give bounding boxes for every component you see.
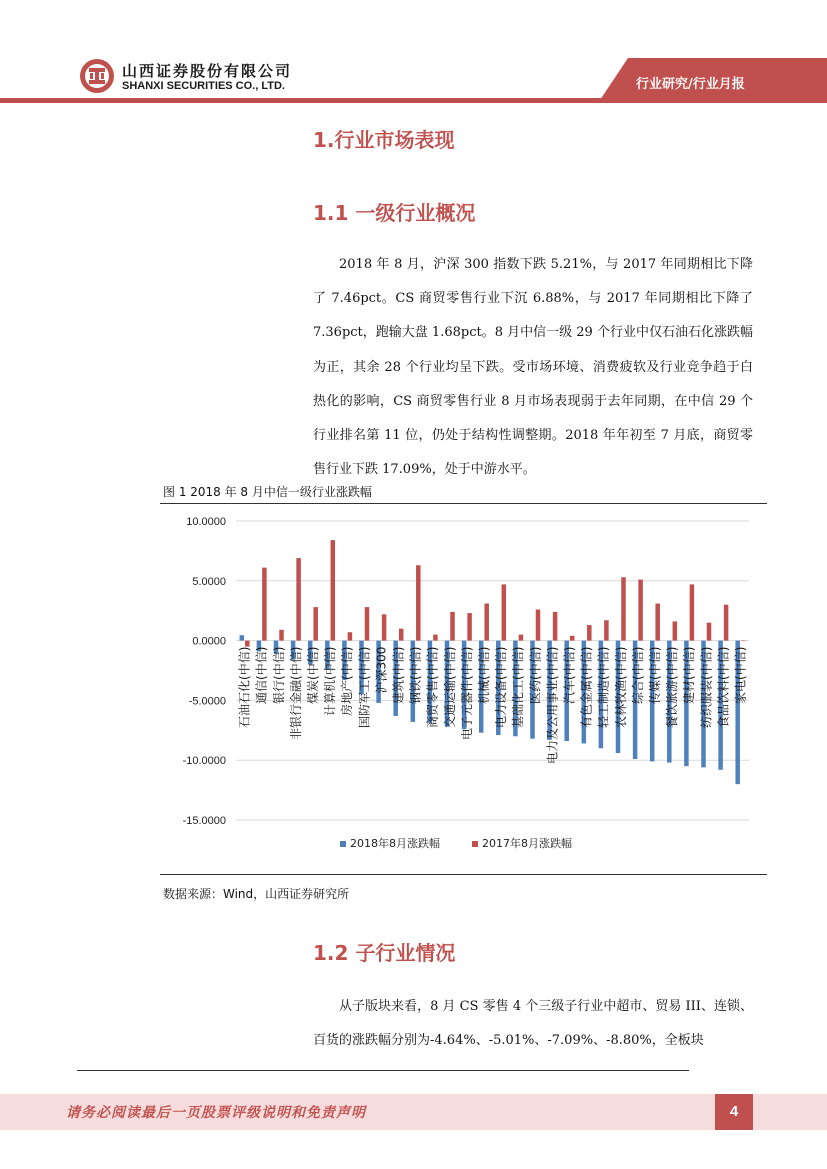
bar-2017 — [673, 621, 678, 640]
bar-2017 — [365, 607, 370, 640]
paragraph-1-text: 2018 年 8 月，沪深 300 指数下跌 5.21%，与 2017 年同期相比下降了 7.46pct。CS 商贸零售行业下沉 6.88%，与 2017 年同期相比下降了 7.36pct，跑输大盘 1.68pct。8 月中信一级 29 个行业中仅石油石化涨跌幅为正，其余 28 个行业均呈下跌。受市场环境、消费疲软及行业竞争趋于白热化的影响，CS 商贸零售行业 8 月市场表现弱于去年同期，在中信 29 个行业排名第 11 位，仍处于结构性调整期。2018 年年初至 7 月底，商贸零售行业下跌 17.09%，处于中游水平。 — [313, 257, 753, 478]
figure-rule-top — [160, 503, 767, 504]
y-tick-label: -15.0000 — [182, 815, 226, 827]
bar-2017 — [467, 613, 472, 641]
subsection-title-1-1: 1.1 一级行业概况 — [313, 201, 476, 225]
bar-2017 — [519, 635, 524, 641]
bar-2017 — [348, 632, 353, 640]
bar-2017 — [724, 605, 729, 641]
x-tick-label: 有色金属(中信) — [579, 646, 594, 728]
y-tick-label: -5.0000 — [188, 695, 226, 708]
bar-2017 — [621, 577, 626, 640]
x-tick-label: 纺织服装(中信) — [699, 646, 714, 728]
x-tick-label: 计算机(中信) — [323, 646, 338, 716]
bar-2017 — [382, 614, 387, 640]
footer-rule — [77, 1070, 689, 1071]
x-tick-label: 汽车(中信) — [562, 646, 577, 704]
bar-2017 — [604, 620, 609, 640]
bar-2017 — [313, 607, 318, 640]
paragraph-2-text: 从子版块来看，8 月 CS 零售 4 个三级子行业中超市、贸易 III、连锁、百货的涨跌幅分别为-4.64%、-5.01%、-7.09%、-8.80%，全板块 — [313, 999, 753, 1049]
x-tick-label: 商贸零售(中信) — [425, 646, 440, 728]
y-tick-label: -10.0000 — [182, 755, 226, 768]
industry-returns-chart — [160, 506, 767, 872]
x-tick-label: 沪深300 — [374, 646, 389, 694]
subsection-title-1-2: 1.2 子行业情况 — [313, 941, 456, 965]
figure-caption: 图 1 2018 年 8 月中信一级行业涨跌幅 — [163, 485, 372, 499]
x-tick-label: 食品饮料(中信) — [716, 646, 731, 728]
bar-2017 — [279, 630, 284, 641]
y-tick-label: 5.0000 — [192, 575, 226, 588]
paragraph-1 — [313, 248, 753, 487]
x-tick-label: 电力及公用事业(中信) — [545, 646, 560, 764]
x-tick-label: 综合(中信) — [630, 646, 645, 704]
x-tick-label: 通信(中信) — [254, 646, 269, 704]
figure-rule-bottom — [160, 874, 767, 875]
paragraph-2 — [313, 990, 753, 1058]
y-tick-label: 0.0000 — [192, 635, 226, 648]
x-tick-label: 机械(中信) — [476, 646, 491, 704]
bar-2017 — [638, 580, 643, 641]
bar-2017 — [296, 558, 301, 641]
legend-label: 2018年8月涨跌幅 — [350, 837, 440, 850]
bar-2017 — [399, 629, 404, 641]
section-title: 1.行业市场表现 — [313, 128, 455, 152]
bar-2017 — [262, 568, 267, 641]
x-tick-label: 交通运输(中信) — [442, 646, 457, 728]
x-tick-label: 钢铁(中信) — [408, 646, 423, 704]
legend-label: 2017年8月涨跌幅 — [482, 837, 572, 850]
bar-2017 — [570, 636, 575, 641]
header-band — [0, 98, 827, 103]
bar-2017 — [331, 540, 336, 640]
bar-2017 — [536, 610, 541, 641]
x-tick-label: 电力设备(中信) — [494, 646, 509, 728]
report-type-label: 行业研究/行业月报 — [636, 77, 745, 92]
company-logo-icon — [79, 58, 115, 94]
x-tick-label: 银行(中信) — [271, 646, 286, 704]
figure-source: 数据来源：Wind，山西证券研究所 — [163, 887, 350, 901]
company-name-cn: 山西证券股份有限公司 — [122, 62, 293, 80]
x-tick-label: 轻工制造(中信) — [596, 646, 611, 728]
bar-2017 — [707, 623, 712, 641]
bar-2017 — [245, 641, 250, 647]
legend-swatch — [472, 841, 478, 847]
x-tick-label: 建筑(中信) — [391, 646, 406, 704]
x-tick-label: 建材(中信) — [682, 646, 697, 704]
bar-2018 — [240, 635, 245, 640]
footer-disclaimer: 请务必阅读最后一页股票评级说明和免责声明 — [66, 1105, 366, 1121]
bar-2017 — [587, 625, 592, 641]
bar-2017 — [484, 604, 489, 641]
bar-2017 — [416, 565, 421, 640]
x-tick-label: 电子元器件(中信) — [459, 646, 474, 740]
x-tick-label: 传媒(中信) — [647, 646, 662, 704]
x-tick-label: 国防军工(中信) — [357, 646, 372, 728]
page-number: 4 — [715, 1094, 753, 1130]
legend-swatch — [340, 841, 346, 847]
bar-2017 — [502, 584, 507, 640]
x-tick-label: 非银行金融(中信) — [288, 646, 303, 740]
y-tick-label: 10.0000 — [186, 516, 226, 528]
x-tick-label: 基础化工(中信) — [511, 646, 526, 728]
bar-2017 — [433, 635, 438, 641]
bar-2017 — [741, 641, 746, 642]
x-tick-label: 医药(中信) — [528, 646, 543, 704]
bar-2017 — [450, 612, 455, 641]
x-tick-label: 家电(中信) — [733, 646, 748, 704]
x-tick-label: 房地产(中信) — [340, 646, 355, 716]
x-tick-label: 农林牧渔(中信) — [613, 646, 628, 728]
x-tick-label: 石油石化(中信) — [237, 646, 252, 728]
bar-2017 — [553, 612, 558, 641]
x-tick-label: 煤炭(中信) — [305, 646, 320, 704]
x-tick-label: 餐饮旅游(中信) — [665, 646, 680, 728]
page-header — [0, 0, 827, 110]
bar-2017 — [690, 584, 695, 640]
company-name-en: SHANXI SECURITIES CO., LTD. — [122, 80, 285, 92]
bar-2017 — [655, 604, 660, 641]
